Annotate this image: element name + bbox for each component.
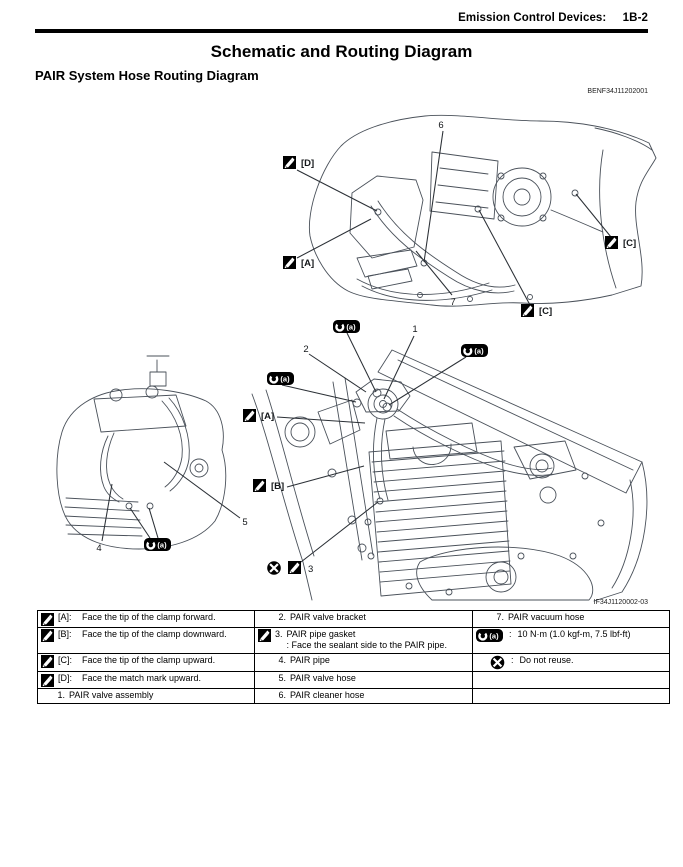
item-number: 1.: [57, 689, 65, 700]
callout-clamp-C-bottom: [521, 304, 552, 317]
callout-clamp-C-right: [605, 236, 636, 249]
table-row: [38, 611, 670, 628]
leader-lines: [102, 131, 611, 562]
table-row: [38, 672, 670, 689]
item-note: : Face the sealant side to the PAIR pipe.: [286, 640, 447, 651]
separator: :: [509, 628, 512, 639]
svg-text:7: 7: [450, 297, 456, 308]
clamp-icon: [41, 674, 54, 687]
svg-text:[C]: [C]: [539, 306, 553, 317]
item-number: 4.: [278, 654, 286, 665]
callout-clamp-D: [283, 156, 314, 169]
noreuse-text: Do not reuse.: [519, 654, 574, 665]
svg-text:(a): (a): [280, 374, 290, 384]
svg-text:5: 5: [242, 517, 248, 528]
clamp-icon: [41, 655, 54, 668]
svg-text:3: 3: [308, 564, 314, 575]
svg-text:[D]: [D]: [301, 158, 315, 169]
table-row: [38, 653, 670, 672]
section-subtitle: PAIR System Hose Routing Diagram: [35, 68, 259, 83]
svg-text:[A]: [A]: [261, 411, 275, 422]
svg-text:[B]: [B]: [271, 481, 285, 492]
torque-value: 10 N·m (1.0 kgf-m, 7.5 lbf-ft): [517, 628, 631, 639]
svg-text:[A]: [A]: [301, 258, 315, 269]
item-text: PAIR pipe gasket: [286, 628, 356, 639]
clamp-note-text: Face the tip of the clamp downward.: [82, 628, 227, 639]
svg-text:6: 6: [438, 120, 444, 131]
table-row: [38, 627, 670, 653]
page-header: [458, 12, 648, 24]
svg-text:2: 2: [303, 344, 309, 355]
separator: :: [511, 654, 514, 665]
clamp-note-label: [C]:: [58, 654, 73, 665]
item-text: PAIR vacuum hose: [508, 612, 585, 622]
svg-text:(a): (a): [157, 540, 167, 550]
clamp-icon: [283, 156, 296, 169]
svg-text:[C]: [C]: [623, 238, 637, 249]
do-not-reuse-icon: [490, 655, 505, 670]
clamp-icon: [258, 629, 271, 642]
page-number: 1B-2: [622, 12, 648, 24]
clamp-icon: [288, 561, 301, 574]
item-text: PAIR cleaner hose: [290, 689, 365, 700]
clamp-icon: [253, 479, 266, 492]
page-title: Schematic and Routing Diagram: [210, 42, 473, 61]
item-text: PAIR valve hose: [290, 673, 356, 684]
item-text: PAIR valve bracket: [290, 612, 366, 622]
callout-3: [267, 561, 313, 575]
table-row: [38, 688, 670, 703]
torque-callout-3: [267, 372, 294, 385]
clamp-icon: [521, 304, 534, 317]
engine-left-illustration: [57, 356, 226, 549]
clamp-icon: [41, 629, 54, 642]
callout-4: [96, 543, 101, 554]
torque-wrench-icon: [476, 629, 503, 642]
item-number: 3.: [275, 628, 283, 639]
callout-7: [450, 297, 455, 308]
item-number: 5.: [278, 673, 286, 684]
header-rule: [35, 29, 648, 33]
clamp-icon: [243, 409, 256, 422]
legend-table: [37, 610, 670, 704]
clamp-icon: [41, 613, 54, 626]
svg-text:(a): (a): [474, 346, 484, 356]
clamp-note-label: [A]:: [58, 612, 72, 622]
torque-callout-2: [461, 344, 488, 357]
clamp-note-text: Face the tip of the clamp forward.: [82, 612, 216, 622]
svg-text:(a): (a): [489, 631, 499, 641]
reference-code-bottom: IF34J1120002-03: [593, 599, 648, 606]
clamp-note-label: [D]:: [58, 673, 73, 684]
section-title: Emission Control Devices:: [458, 12, 607, 24]
callout-clamp-B: [253, 479, 284, 492]
clamp-note-text: Face the tip of the clamp upward.: [82, 654, 216, 665]
clamp-icon: [605, 236, 618, 249]
item-number: 2.: [278, 612, 286, 622]
callout-clamp-A-bottom: [243, 409, 274, 422]
callout-2: [303, 344, 308, 355]
item-number: 7.: [496, 612, 504, 622]
clamp-note-label: [B]:: [58, 628, 72, 639]
do-not-reuse-icon: [267, 561, 281, 575]
clamp-note-text: Face the match mark upward.: [82, 673, 202, 684]
torque-callout-left: [144, 538, 171, 551]
callout-6: [438, 120, 443, 131]
item-number: 6.: [278, 689, 286, 700]
item-text: PAIR pipe: [290, 654, 330, 665]
svg-text:(a): (a): [346, 322, 356, 332]
callout-1: [412, 324, 417, 335]
pair-hose-routing-diagram: [35, 103, 663, 605]
svg-text:4: 4: [96, 543, 102, 554]
svg-text:1: 1: [412, 324, 418, 335]
engine-top-illustration: [309, 115, 656, 306]
callout-clamp-A-top: [283, 256, 314, 269]
item-text: PAIR valve assembly: [69, 689, 154, 700]
torque-callout-1: [333, 320, 360, 333]
reference-code-top: BENF34J11202001: [587, 88, 648, 95]
callout-5: [242, 517, 247, 528]
clamp-icon: [283, 256, 296, 269]
